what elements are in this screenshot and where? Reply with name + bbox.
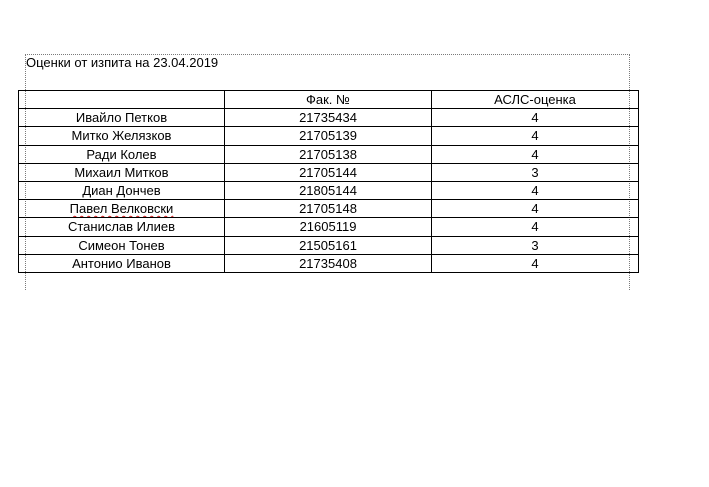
header-faculty-number-cell[interactable]: Фак. №	[225, 91, 432, 109]
grade-cell[interactable]: 4	[432, 254, 639, 272]
table-row	[19, 109, 639, 127]
faculty-number-cell[interactable]: 21705138	[225, 145, 432, 163]
student-name-cell[interactable]: Михаил Митков	[19, 163, 225, 181]
student-name-cell[interactable]	[19, 200, 225, 218]
student-name-cell[interactable]: Станислав Илиев	[19, 218, 225, 236]
student-name-cell[interactable]: Симеон Тонев	[19, 236, 225, 254]
misspelled-name-text: Павел Велковски	[69, 201, 174, 217]
student-name-cell[interactable]: Ивайло Петков	[19, 109, 225, 127]
grade-cell[interactable]: 3	[432, 236, 639, 254]
table-row	[19, 163, 639, 181]
faculty-number-cell[interactable]: 21705139	[225, 127, 432, 145]
table-row	[19, 254, 639, 272]
table-header-row	[19, 91, 639, 109]
table-row	[19, 127, 639, 145]
student-name-cell[interactable]: Митко Желязков	[19, 127, 225, 145]
document-title: Оценки от изпита на 23.04.2019	[26, 55, 219, 70]
faculty-number-cell[interactable]: 21705148	[225, 200, 432, 218]
faculty-number-cell[interactable]: 21735408	[225, 254, 432, 272]
faculty-number-cell[interactable]: 21735434	[225, 109, 432, 127]
faculty-number-cell[interactable]: 21505161	[225, 236, 432, 254]
faculty-number-cell[interactable]: 21705144	[225, 163, 432, 181]
header-name-cell[interactable]	[19, 91, 225, 109]
grade-cell[interactable]: 4	[432, 200, 639, 218]
table-row	[19, 218, 639, 236]
student-name-cell[interactable]: Ради Колев	[19, 145, 225, 163]
grade-cell[interactable]: 3	[432, 163, 639, 181]
faculty-number-cell[interactable]: 21605119	[225, 218, 432, 236]
table-row	[19, 200, 639, 218]
faculty-number-cell[interactable]: 21805144	[225, 181, 432, 199]
grade-cell[interactable]: 4	[432, 145, 639, 163]
header-grade-cell[interactable]: АСЛС-оценка	[432, 91, 639, 109]
grade-cell[interactable]: 4	[432, 109, 639, 127]
student-name-cell[interactable]: Антонио Иванов	[19, 254, 225, 272]
grades-table	[18, 90, 639, 273]
grade-cell[interactable]: 4	[432, 181, 639, 199]
student-name-cell[interactable]: Диан Дончев	[19, 181, 225, 199]
grade-cell[interactable]: 4	[432, 218, 639, 236]
table-row	[19, 181, 639, 199]
grade-cell[interactable]: 4	[432, 127, 639, 145]
table-row	[19, 236, 639, 254]
table-row	[19, 145, 639, 163]
